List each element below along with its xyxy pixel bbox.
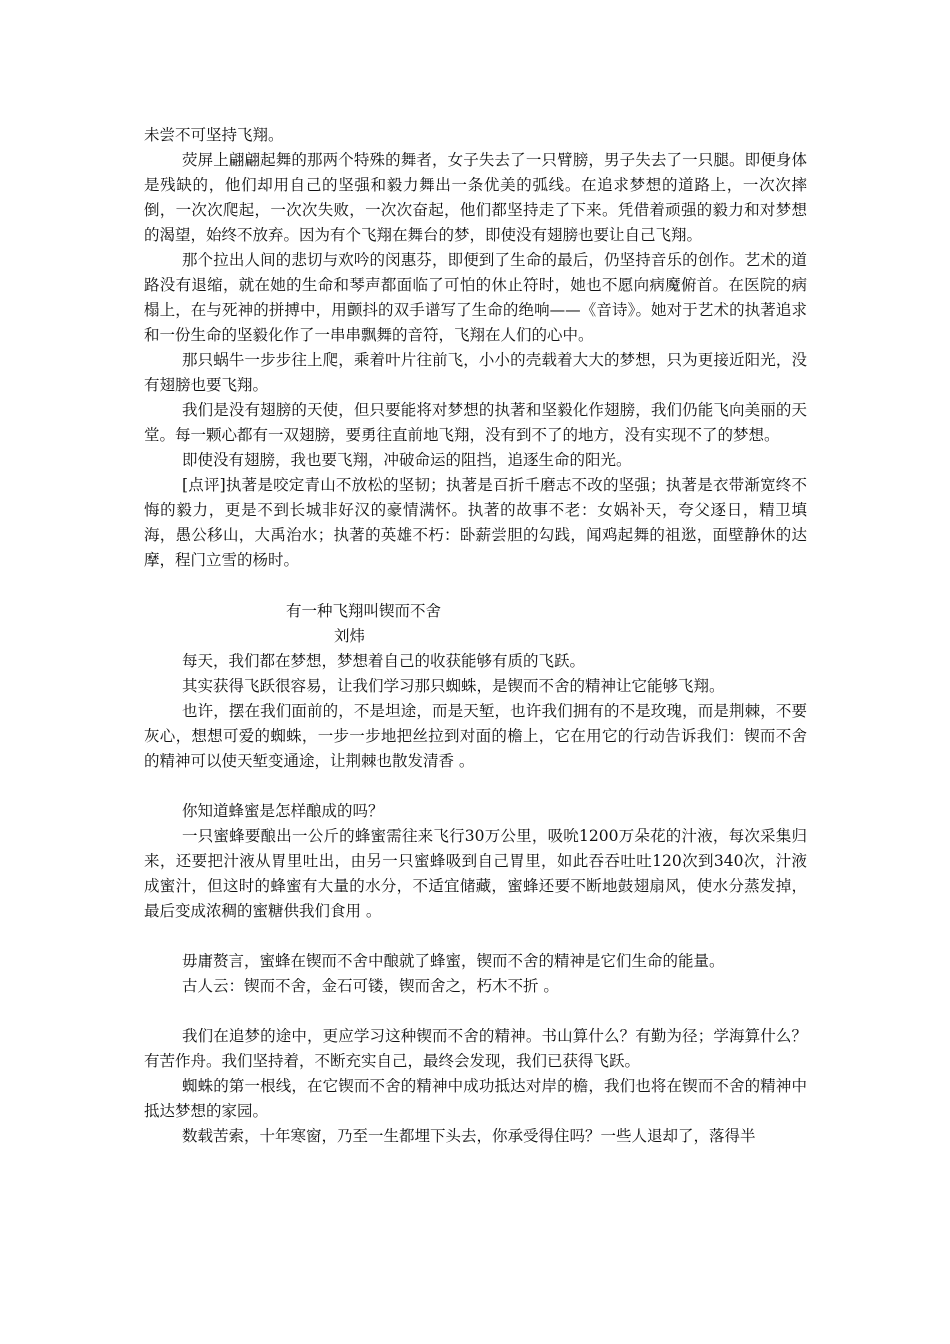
paragraph: 蜘蛛的第一根线，在它锲而不舍的精神中成功抵达对岸的檐，我们也将在锲而不舍的精神中抵达梦想的家园。 [144,1077,807,1120]
spacer [144,573,807,591]
document-body [144,123,807,1149]
essay-author: 刘炜 [334,627,366,645]
paragraph: 未尝不可坚持飞翔。 [144,126,284,144]
paragraph: 每天，我们都在梦想，梦想着自己的收获能够有质的飞跃。 [182,652,586,670]
essay-title: 有一种飞翔叫锲而不舍 [286,602,442,620]
spacer [144,774,807,799]
paragraph: 我们是没有翅膀的天使，但只要能将对梦想的执著和坚毅化作翅膀，我们仍能飞向美丽的天堂。每一颗心都有一双翅膀，要勇往直前地飞翔，没有到不了的地方，没有实现不了的梦想。 [144,401,807,444]
paragraph: 荧屏上翩翩起舞的那两个特殊的舞者，女子失去了一只臂膀，男子失去了一只腿。即便身体是残缺的，他们却用自己的坚强和毅力舞出一条优美的弧线。在追求梦想的道路上，一次次摔倒，一次次爬起，一次次失败，一次次奋起，他们都坚持走了下来。凭借着顽强的毅力和对梦想的渴望，始终不放弃。因为有个飞翔在舞台的梦，即使没有翅膀也要让自己飞翔。 [144,151,807,244]
spacer [144,999,807,1024]
paragraph: 那个拉出人间的悲切与欢吟的闵惠芬，即便到了生命的最后，仍坚持音乐的创作。艺术的道路没有退缩，就在她的生命和琴声都面临了可怕的休止符时，她也不愿向病魔俯首。在医院的病榻上，在与死神的拼搏中，用颤抖的双手谱写了生命的绝响——《音诗》。她对于艺术的执著追求和一份生命的坚毅化作了一串串飘舞的音符，飞翔在人们的心中。 [144,251,807,344]
paragraph: 也许，摆在我们面前的，不是坦途，而是天堑，也许我们拥有的不是玫瑰，而是荆棘，不要灰心，想想可爱的蜘蛛，一步一步地把丝拉到对面的檐上，它在用它的行动告诉我们：锲而不舍的精神可以使天堑变通途，让荆棘也散发清香 。 [144,702,807,770]
spacer [144,924,807,949]
paragraph: 你知道蜂蜜是怎样酿成的吗？ [182,802,384,820]
commentary-paragraph: [点评]执著是咬定青山不放松的坚韧；执著是百折千磨志不改的坚强；执著是衣带渐宽终不悔的毅力，更是不到长城非好汉的豪情满怀。执著的故事不老：女娲补天，夸父逐日，精卫填海，愚公移山，大禹治水；执著的英雄不朽：卧薪尝胆的勾践，闻鸡起舞的祖逖，面壁静休的达摩，程门立雪的杨时。 [144,476,807,569]
paragraph: 古人云：锲而不舍，金石可镂，锲而舍之，朽木不折 。 [182,977,559,995]
paragraph: 我们在追梦的途中，更应学习这种锲而不舍的精神。书山算什么？有勤为径；学海算什么？有苦作舟。我们坚持着，不断充实自己，最终会发现，我们已获得飞跃。 [144,1027,807,1070]
paragraph: 其实获得飞跃很容易，让我们学习那只蜘蛛，是锲而不舍的精神让它能够飞翔。 [182,677,725,695]
paragraph: 毋庸赘言，蜜蜂在锲而不舍中酿就了蜂蜜，锲而不舍的精神是它们生命的能量。 [182,952,725,970]
paragraph: 那只蜗牛一步步往上爬，乘着叶片往前飞，小小的壳载着大大的梦想，只为更接近阳光，没有翅膀也要飞翔。 [144,351,807,394]
paragraph: 数载苦索，十年寒窗，乃至一生都埋下头去，你承受得住吗？一些人退却了，落得半 [182,1127,756,1145]
paragraph: 一只蜜蜂要酿出一公斤的蜂蜜需往来飞行30万公里，吸吮1200万朵花的汁液，每次采集归来，还要把汁液从胃里吐出，由另一只蜜蜂吸到自己胃里，如此吞吞吐吐120次到340次，汁液成蜜汁，但这时的蜂蜜有大量的水分，不适宜储藏，蜜蜂还要不断地鼓翅扇风，使水分蒸发掉，最后变成浓稠的蜜糖供我们食用 。 [144,827,807,920]
paragraph: 即使没有翅膀，我也要飞翔，冲破命运的阻挡，追逐生命的阳光。 [182,451,632,469]
